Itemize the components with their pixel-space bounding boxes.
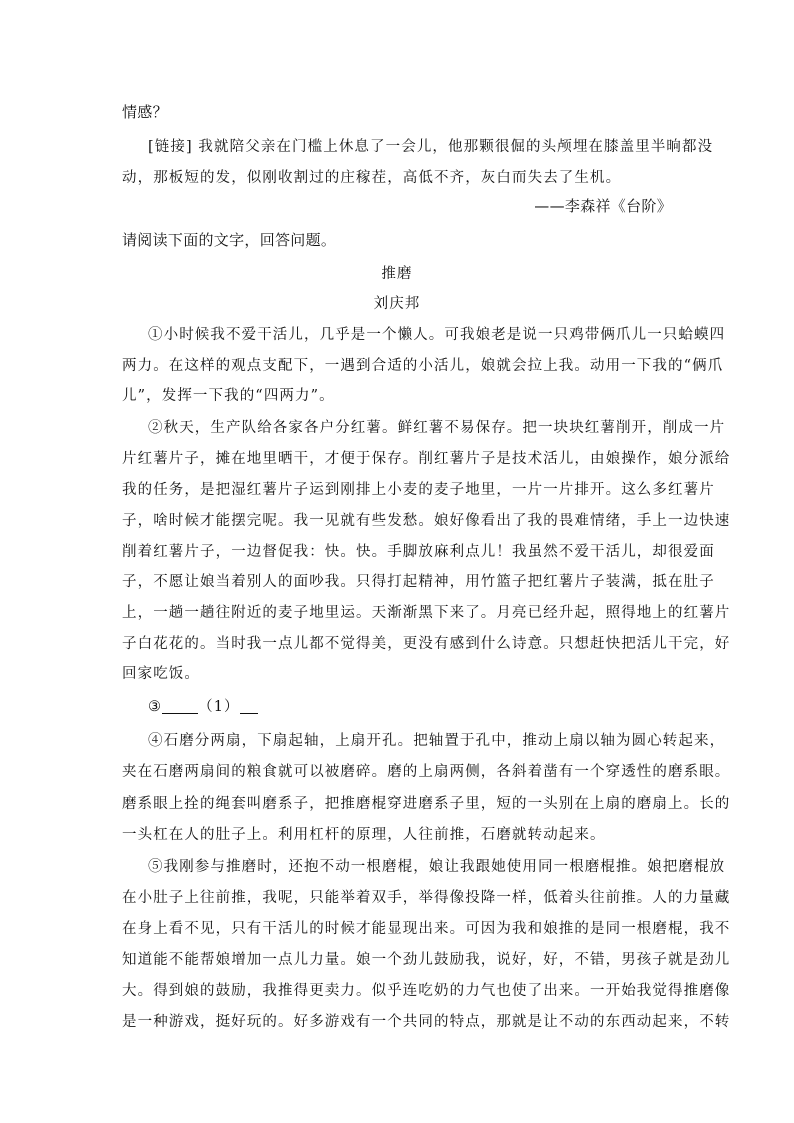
link-paragraph-line-1: [链接] 我就陪父亲在门槛上休息了一会儿，他那颗很倔的头颅埋在膝盖里半晌都没 (148, 139, 714, 155)
question-tail: 情感？ (122, 103, 168, 121)
paragraph-line: 回家吃饭。 (122, 666, 200, 682)
answer-blank[interactable] (162, 699, 198, 714)
paragraph-line: 片红薯片子，摊在地里晒干，才便于保存。削红薯片子是技术活儿，由娘操作，娘分派给 (122, 451, 731, 467)
article-title: 推磨 (381, 266, 413, 282)
paragraph-line: 知道能不能帮娘增加一点儿力量。娘一个劲儿鼓励我，说好，好，不错，男孩子就是劲儿 (122, 952, 731, 968)
paragraph-line: ⑤我刚参与推磨时，还抱不动一根磨棍，娘让我跟她使用同一根磨棍推。娘把磨棍放 (148, 859, 726, 875)
blank-label: （1） (198, 699, 240, 715)
paragraph-line: 子，不愿让娘当着别人的面吵我。只得打起精神，用竹篮子把红薯片子装满，抵在肚子 (122, 574, 715, 590)
paragraph-line: 是一种游戏，挺好玩的。好多游戏有一个共同的特点，那就是让不动的东西动起来，不转 (122, 1014, 731, 1030)
paragraph-line: 我的任务，是把湿红薯片子运到刚排上小麦的麦子地里，一片一片排开。这么多红薯片 (122, 482, 715, 498)
article-author: 刘庆邦 (373, 296, 421, 312)
paragraph-line: 子白花花的。当时我一点儿都不觉得美，更没有感到什么诗意。只想赶快把活儿干完，好 (122, 636, 731, 652)
link-paragraph-line-2: 动，那板短的发，似刚收割过的庄稼茬，高低不齐，灰白而失去了生机。 (122, 170, 622, 186)
paragraph-line: 上，一趟一趟往附近的麦子地里运。天渐渐黑下来了。月亮已经升起，照得地上的红薯片 (122, 605, 731, 621)
paragraph-line: 在身上看不见，只有干活儿的时候才能显现出来。可因为我和娘推的是同一根磨棍，我不 (122, 921, 731, 937)
paragraph-line: 大。得到娘的鼓励，我推得更卖力。似乎连吃奶的力气也使了出来。一开始我觉得推磨像 (122, 983, 731, 999)
answer-blank-tail[interactable] (240, 699, 258, 714)
paragraph-line: 子，啥时候才能摆完呢。我一见就有些发愁。娘好像看出了我的畏难情绪，手上一边快速 (122, 513, 731, 529)
paragraph-line: ④石磨分两扇，下扇起轴，上扇开孔。把轴置于孔中，推动上扇以轴为圆心转起来， (148, 733, 726, 749)
paragraph-line: 磨系眼上拴的绳套叫磨系子，把推磨棍穿进磨系子里，短的一头别在上扇的磨扇上。长的 (122, 796, 731, 812)
paragraph-line: 夹在石磨两扇间的粮食就可以被磨碎。磨的上扇两侧，各斜着凿有一个穿透性的磨系眼。 (122, 764, 731, 780)
fill-in-blank-item (148, 695, 258, 716)
paragraph-line: 一头杠在人的肚子上。利用杠杆的原理，人往前推，石磨就转动起来。 (122, 827, 606, 843)
paragraph-line: ①小时候我不爱干活儿，几乎是一个懒人。可我娘老是说一只鸡带俩爪儿一只蛤蟆四 (148, 327, 726, 343)
reading-instruction: 请阅读下面的文字，回答问题。 (122, 231, 337, 249)
paragraph-line: ②秋天，生产队给各家各户分红薯。鲜红薯不易保存。把一块块红薯削开，削成一片 (148, 420, 726, 436)
paragraph-line: 在小肚子上往前推，我呢，只能举着双手，举得像投降一样，低着头往前推。人的力量藏 (122, 890, 731, 906)
quote-attribution: ——李森祥《台阶》 (534, 197, 672, 215)
paragraph-number: ③ (148, 699, 163, 715)
paragraph-line: 儿”，发挥一下我的“四两力”。 (122, 388, 335, 404)
paragraph-line: 削着红薯片子，一边督促我：快。快。手脚放麻利点儿！我虽然不爱干活儿，却很爱面 (122, 544, 715, 560)
paragraph-line: 两力。在这样的观点支配下，一遇到合适的小活儿，娘就会拉上我。动用一下我的“俩爪 (122, 358, 724, 374)
